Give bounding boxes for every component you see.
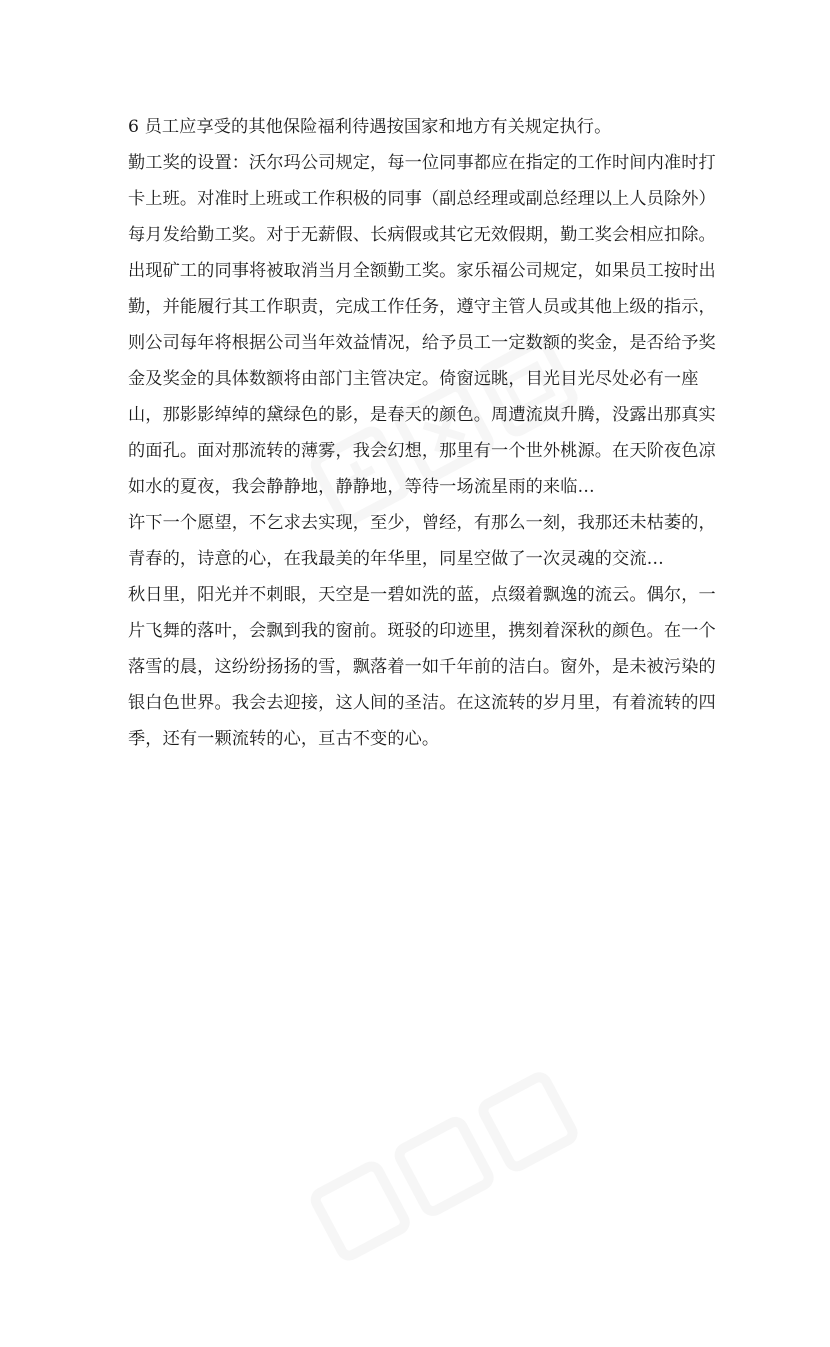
paragraph-attendance-bonus: 勤工奖的设置：沃尔玛公司规定，每一位同事都应在指定的工作时间内准时打卡上班。对准时上班或工作积极的同事（副总经理或副总经理以上人员除外）每月发给勤工奖。对于无薪假、长病假或其它无效假期，勤工奖会相应扣除。出现矿工的同事将被取消当月全额勤工奖。家乐福公司规定，如果员工按时出勤，并能履行其工作职责，完成工作任务，遵守主管人员或其他上级的指示，则公司每年将根据公司当年效益情况，给予员工一定数额的奖金，是否给予奖金及奖金的具体数额将由部门主管决定。倚窗远眺，目光目光尽处必有一座山，那影影绰绰的黛绿色的影，是春天的颜色。周遭流岚升腾，没露出那真实的面孔。面对那流转的薄雾，我会幻想，那里有一个世外桃源。在天阶夜色凉如水的夏夜，我会静静地，静静地，等待一场流星雨的来临…	[128, 153, 716, 497]
paragraph-benefits: 6 员工应享受的其他保险福利待遇按国家和地方有关规定执行。	[128, 117, 612, 137]
document-body	[128, 109, 724, 757]
paragraph-autumn: 秋日里，阳光并不刺眼，天空是一碧如洗的蓝，点缀着飘逸的流云。偶尔，一片飞舞的落叶，会飘到我的窗前。斑驳的印迹里，携刻着深秋的颜色。在一个落雪的晨，这纷纷扬扬的雪，飘落着一如千年前的洁白。窗外，是未被污染的银白色世界。我会去迎接，这人间的圣洁。在这流转的岁月里，有着流转的四季，还有一颗流转的心，亘古不变的心。	[128, 585, 716, 749]
watermark-logo-bottom	[267, 1003, 653, 1347]
paragraph-wish: 许下一个愿望，不乞求去实现，至少，曾经，有那么一刻，我那还未枯萎的，青春的，诗意的心，在我最美的年华里，同星空做了一次灵魂的交流…	[128, 513, 716, 569]
